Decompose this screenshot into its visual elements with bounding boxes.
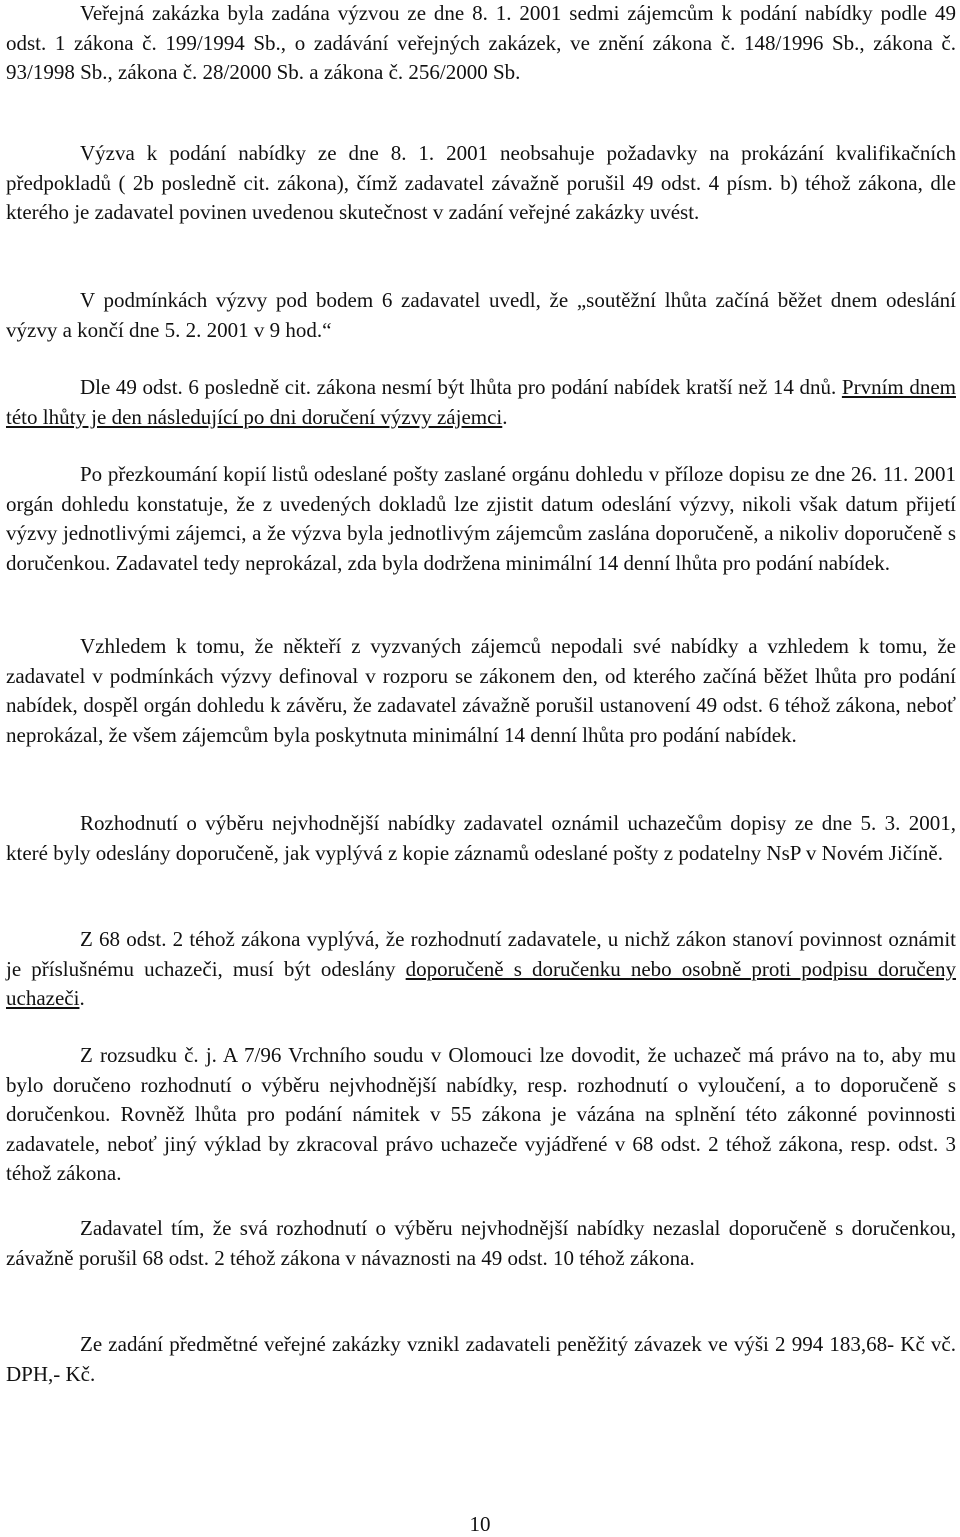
paragraph-1: Veřejná zakázka byla zadána výzvou ze dne 8. 1. 2001 sedmi zájemcům k podání nabídky podle 49 odst. 1 zákona č. 199/1994 Sb., o zadávání veřejných zakázek, ve znění zákona č. 148/1996 Sb., zákona č. 93/1998 Sb., zákona č. 28/2000 Sb. a zákona č. 256/2000 Sb. bbox=[6, 1, 956, 84]
paragraph-4-end: . bbox=[502, 404, 508, 429]
page-number: 10 bbox=[469, 1512, 491, 1536]
paragraph-8 bbox=[6, 925, 956, 1014]
paragraph-6: Vzhledem k tomu, že někteří z vyzvaných zájemců nepodali své nabídky a vzhledem k tomu, že zadavatel v podmínkách výzvy definoval v rozporu se zákonem den, od kterého začíná běžet lhůta pro podání nabídek, dospěl orgán dohledu k závěru, že zadavatel závažně porušil ustanovení 49 odst. 6 téhož zákona, neboť neprokázal, že všem zájemcům byla poskytnuta minimální 14 denní lhůta pro podání nabídek. bbox=[6, 634, 956, 747]
paragraph-8-underlined: doporučeně s doručenku nebo osobně proti podpisu doručeny uchazeči bbox=[6, 956, 956, 1010]
paragraph-4 bbox=[6, 373, 956, 432]
paragraph-4-text: Dle 49 odst. 6 posledně cit. zákona nesmí být lhůta pro podání nabídek kratší než 14 dnů. bbox=[80, 375, 842, 399]
paragraph-3: V podmínkách výzvy pod bodem 6 zadavatel uvedl, že „soutěžní lhůta začíná běžet dnem odeslání výzvy a končí dne 5. 2. 2001 v 9 hod.“ bbox=[6, 288, 956, 342]
paragraph-9: Z rozsudku č. j. A 7/96 Vrchního soudu v Olomouci lze dovodit, že uchazeč má právo na to, aby mu bylo doručeno rozhodnutí o výběru nejvhodnější nabídky, resp. rozhodnutí o vyloučení, a to doporučeně s doručenkou. Rovněž lhůta pro podání námitek v 55 zákona je vázána na splnění této zákonné povinnosti zadavatele, neboť jiný výklad by zkracoval právo uchazeče vyjádřené v 68 odst. 2 téhož zákona, resp. odst. 3 téhož zákona. bbox=[6, 1043, 956, 1185]
paragraph-10: Zadavatel tím, že svá rozhodnutí o výběru nejvhodnější nabídky nezaslal doporučeně s doručenkou, závažně porušil 68 odst. 2 téhož zákona v návaznosti na 49 odst. 10 téhož zákona. bbox=[6, 1216, 956, 1270]
paragraph-11: Ze zadání předmětné veřejné zakázky vznikl zadavateli peněžitý závazek ve výši 2 994 183,68- Kč vč. DPH,- Kč. bbox=[6, 1332, 956, 1386]
paragraph-5: Po přezkoumání kopií listů odeslané pošty zaslané orgánu dohledu v příloze dopisu ze dne 26. 11. 2001 orgán dohledu konstatuje, že z uvedených dokladů lze zjistit datum odeslání výzvy, nikoli však datum přijetí výzvy jednotlivými zájemci, a že výzva byla jednotlivým zájemcům zaslána doporučeně, a nikoliv doporučeně s doručenkou. Zadavatel tedy neprokázal, zda byla dodržena minimální 14 denní lhůta pro podání nabídek. bbox=[6, 462, 956, 575]
paragraph-2: Výzva k podání nabídky ze dne 8. 1. 2001 neobsahuje požadavky na prokázání kvalifikačních předpokladů ( 2b posledně cit. zákona), čímž zadavatel závažně porušil 49 odst. 4 písm. b) téhož zákona, dle kterého je zadavatel povinen uvedenou skutečnost v zadání veřejné zakázky uvést. bbox=[6, 141, 956, 224]
paragraph-4-underlined: Prvním dnem této lhůty je den následující po dni doručení výzvy zájemci bbox=[6, 375, 956, 429]
paragraph-8-text: Z 68 odst. 2 téhož zákona vyplývá, že rozhodnutí zadavatele, u nichž zákon stanoví povinnost oznámit je příslušnému uchazeči, musí být odeslány bbox=[6, 927, 956, 981]
paragraph-7: Rozhodnutí o výběru nejvhodnější nabídky zadavatel oznámil uchazečům dopisy ze dne 5. 3. 2001, které byly odeslány doporučeně, jak vyplývá z kopie záznamů odeslané pošty z podatelny NsP v Novém Jičíně. bbox=[6, 811, 956, 865]
paragraph-8-end: . bbox=[79, 986, 85, 1010]
